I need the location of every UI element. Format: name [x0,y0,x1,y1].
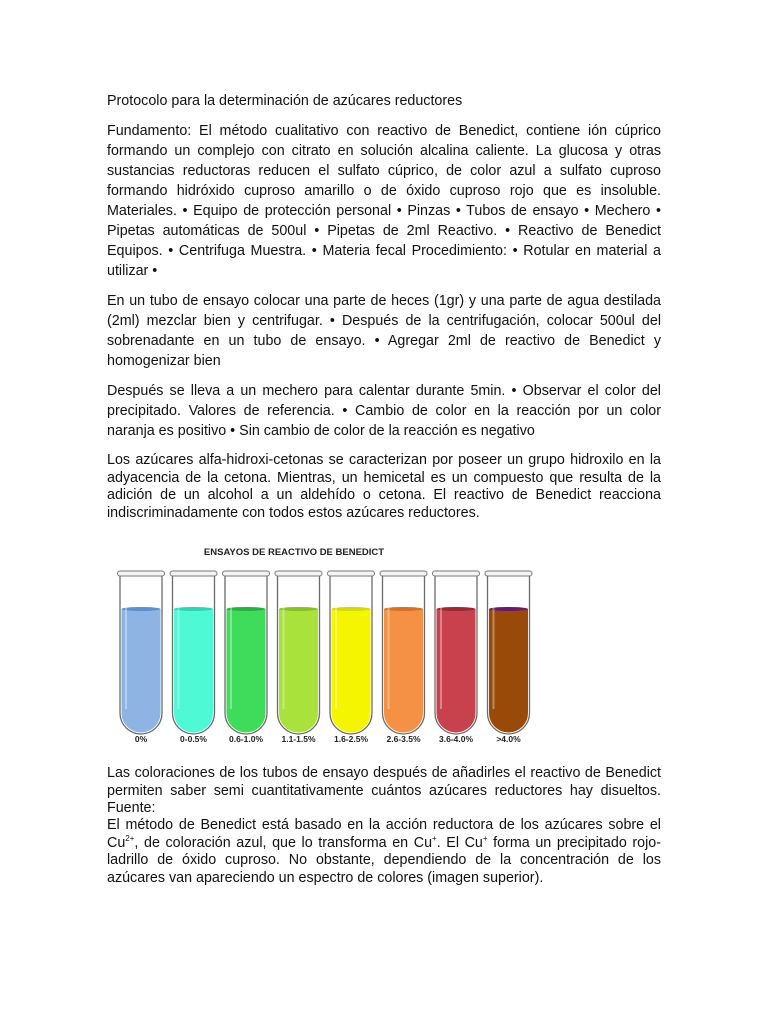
p6-part4: forma un precipitado rojo-ladrillo de óxido cuproso. No obstante, dependiendo de la concentración de los azúcares van apareciendo un espectro de colores (imagen superior). [107,834,661,886]
test-tube [328,571,375,744]
tube-rim [118,571,165,576]
paragraph-fundamento: Fundamento: El método cualitativo con reactivo de Benedict, contiene ión cúprico formando un complejo con citrato en solución alcalina caliente. La glucosa y otras sustancias reductoras reducen el sulfato cúprico, de color azul a sulfato cuproso formando hidróxido cuproso amarillo o de óxido cuproso rojo que es insoluble. Materiales. • Equipo de protección personal • Pinzas • Tubos de ensayo • Mechero • Pipetas automáticas de 500ul • Pipetas de 2ml Reactivo. • Reactivo de Benedict Equipos. • Centrifuga Muestra. • Materia fecal Procedimiento: • Rotular en material a utilizar • [107,123,661,279]
paragraph-azucares: Los azúcares alfa-hidroxi-cetonas se caracterizan por poseer un grupo hidroxilo en la adyacencia de la cetona. Mientras, un hemicetal es un compuesto que resulta de la adición de un alcohol a un aldehído o cetona. El reactivo de Benedict reacciona indiscriminadamente con todos estos azúcares reductores. [107,452,661,521]
test-tube [223,571,270,744]
tube-rim [170,571,217,576]
tube-rim [380,571,427,576]
paragraph-metodo-benedict [107,817,661,887]
tube-rim [485,571,532,576]
tube-liquid [174,609,213,732]
tube-liquid-surface [437,607,476,611]
p6-part3: . El Cu [436,834,483,851]
tube-label: 2.6-3.5% [386,734,421,744]
tube-rim [275,571,322,576]
document-title: Protocolo para la determinación de azúcares reductores [107,93,463,109]
tube-liquid [279,609,318,733]
tube-label: 0% [134,734,148,744]
tube-liquid-surface [122,607,161,611]
paragraph-coloraciones: Las coloraciones de los tubos de ensayo después de añadirles el reactivo de Benedict permiten saber semi cuantitativamente cuántos azúcares reductores hay disueltos. Fuente: [107,765,661,816]
figure-title: ENSAYOS DE REACTIVO DE BENEDICT [203,547,385,558]
tube-rim [328,571,375,576]
tube-label: >4.0% [496,734,521,744]
tube-liquid-surface [279,607,318,611]
tube-label: 1.1-1.5% [281,734,316,744]
tube-rim [223,571,270,576]
paragraph-valores-referencia: Después se lleva a un mechero para calentar durante 5min. • Observar el color del precipitado. Valores de referencia. • Cambio de color en la reacción por un color naranja es positivo • Sin cambio de color de la reacción es negativo [107,383,661,439]
paragraph-procedimiento: En un tubo de ensayo colocar una parte de heces (1gr) y una parte de agua destilada (2ml) mezclar bien y centrifugar. • Después de la centrifugación, colocar 500ul del sobrenadante en un tubo de ensayo. • Agregar 2ml de reactivo de Benedict y homogenizar bien [107,293,661,369]
tube-liquid-surface [384,607,423,611]
tube-label: 0.6-1.0% [228,734,264,744]
tube-liquid [384,609,423,732]
test-tube [275,571,322,744]
test-tube [433,571,480,744]
tube-liquid-surface [227,607,266,611]
benedict-tubes-figure [107,538,547,750]
tube-label: 1.6-2.5% [333,734,369,744]
tube-label: 3.6-4.0% [438,734,474,744]
p6-sup2: + [432,833,437,843]
test-tube [118,571,165,744]
test-tube [485,571,532,744]
tube-liquid-surface [332,607,371,611]
tube-liquid [122,609,161,733]
p6-part1: El método de Benedict está basado en la acción reductora de los azúcares sobre el Cu [107,817,661,851]
tube-rim [433,571,480,576]
p6-sup1: 2+ [125,833,135,843]
p6-part2: , de coloración azul, que lo transforma en Cu [134,834,433,851]
tube-liquid-surface [489,607,528,611]
test-tube [170,571,217,744]
tube-liquid-surface [174,607,213,611]
tube-liquid [489,609,528,733]
test-tube [380,571,427,744]
tube-liquid [437,609,476,733]
p6-sup3: + [482,833,488,843]
tubes-group [118,571,533,744]
tube-label: 0-0.5% [180,734,207,744]
tube-liquid [332,609,371,733]
tube-liquid [227,609,266,733]
